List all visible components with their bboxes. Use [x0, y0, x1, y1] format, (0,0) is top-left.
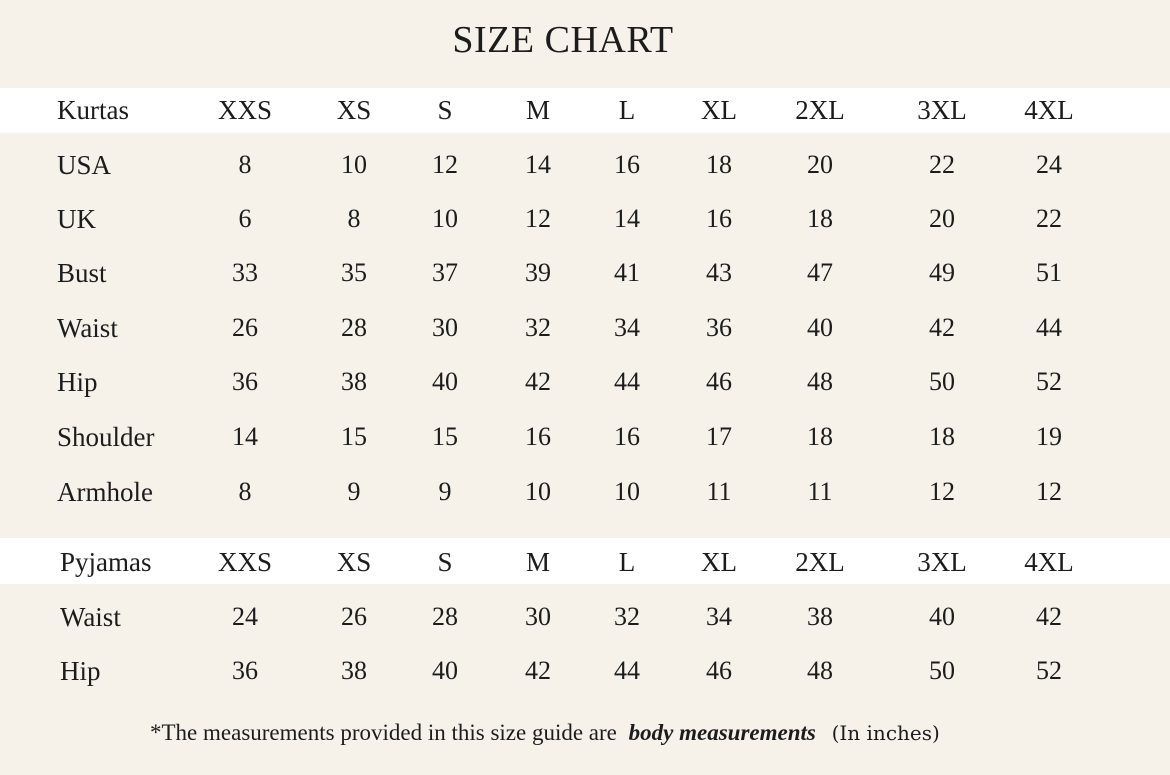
size-header-cell: M — [525, 547, 550, 577]
measurement-cell: 46 — [706, 367, 732, 396]
measurement-cell: 11 — [706, 477, 732, 506]
size-header-cell: 4XL — [1024, 547, 1074, 577]
measurement-cell: 44 — [614, 367, 640, 396]
measurement-cell: 36 — [232, 367, 258, 396]
measurement-cell: 22 — [929, 150, 955, 179]
measurement-cell: 42 — [525, 367, 551, 396]
measurement-cell: 16 — [614, 150, 640, 179]
measurement-cell: 51 — [1036, 258, 1062, 287]
measurement-cell: 10 — [432, 204, 458, 233]
kurtas-header-row — [0, 90, 1170, 130]
measurement-cell: 28 — [432, 602, 458, 631]
size-header-cell: 3XL — [917, 547, 967, 577]
measurement-cell: 28 — [341, 313, 367, 342]
measurement-cell: 14 — [525, 150, 551, 179]
measurement-cell: 10 — [525, 477, 551, 506]
row-label: UK — [57, 204, 96, 234]
measurement-cell: 19 — [1036, 422, 1062, 451]
measurement-cell: 44 — [1036, 313, 1062, 342]
measurement-cell: 38 — [341, 656, 367, 685]
measurement-cell: 16 — [706, 204, 732, 233]
measurement-cell: 52 — [1036, 367, 1062, 396]
measurement-cell: 26 — [341, 602, 367, 631]
size-header-cell: XS — [336, 95, 372, 125]
table-row — [0, 472, 1170, 512]
measurement-cell: 18 — [807, 422, 833, 451]
measurement-cell: 17 — [706, 422, 732, 451]
table-row — [0, 199, 1170, 239]
measurement-cell: 20 — [807, 150, 833, 179]
size-header-cell: 2XL — [795, 547, 845, 577]
measurement-cell: 8 — [238, 150, 252, 179]
measurement-cell: 49 — [929, 258, 955, 287]
row-label: Waist — [57, 313, 118, 343]
measurement-cell: 9 — [438, 477, 452, 506]
footnote-unit: (In inches) — [831, 721, 940, 745]
measurement-cell: 42 — [1036, 602, 1062, 631]
kurtas-section-label: Kurtas — [57, 95, 129, 125]
measurement-cell: 38 — [341, 367, 367, 396]
size-header-cell: XL — [701, 95, 737, 125]
measurement-cell: 6 — [238, 204, 252, 233]
measurement-cell: 18 — [929, 422, 955, 451]
size-header-cell: 3XL — [917, 95, 967, 125]
measurement-cell: 32 — [614, 602, 640, 631]
measurement-cell: 24 — [1036, 150, 1062, 179]
measurement-cell: 10 — [341, 150, 367, 179]
size-header-cell: XS — [336, 547, 372, 577]
size-header-cell: L — [618, 547, 636, 577]
size-header-cell: XXS — [217, 547, 272, 577]
measurement-cell: 39 — [525, 258, 551, 287]
measurement-cell: 37 — [432, 258, 458, 287]
size-header-cell: L — [618, 95, 636, 125]
measurement-cell: 42 — [929, 313, 955, 342]
table-row — [0, 417, 1170, 457]
footnote-emphasis: body measurements — [628, 720, 816, 745]
table-row — [0, 308, 1170, 348]
measurement-cell: 8 — [238, 477, 252, 506]
size-header-cell: S — [437, 547, 453, 577]
row-label: Hip — [60, 656, 101, 686]
page-title: SIZE CHART — [452, 19, 674, 61]
measurement-cell: 40 — [432, 656, 458, 685]
measurement-cell: 9 — [347, 477, 361, 506]
row-label: Armhole — [57, 477, 153, 507]
measurement-cell: 12 — [525, 204, 551, 233]
size-header-cell: XXS — [217, 95, 272, 125]
measurement-cell: 44 — [614, 656, 640, 685]
measurement-cell: 48 — [807, 367, 833, 396]
footnote-text: *The measurements provided in this size guide are — [150, 720, 617, 745]
measurement-cell: 22 — [1036, 204, 1062, 233]
measurement-cell: 30 — [432, 313, 458, 342]
table-row — [0, 597, 1170, 637]
pyjamas-section-label: Pyjamas — [60, 547, 152, 577]
table-row — [0, 145, 1170, 185]
measurement-cell: 42 — [525, 656, 551, 685]
size-header-cell: S — [437, 95, 453, 125]
row-label: USA — [57, 150, 112, 180]
measurement-cell: 32 — [525, 313, 551, 342]
measurement-cell: 43 — [706, 258, 732, 287]
row-label: Bust — [57, 258, 107, 288]
measurement-cell: 50 — [929, 367, 955, 396]
measurement-cell: 12 — [432, 150, 458, 179]
table-row — [0, 362, 1170, 402]
footnote — [150, 716, 940, 750]
measurement-cell: 30 — [525, 602, 551, 631]
measurement-cell: 46 — [706, 656, 732, 685]
measurement-cell: 20 — [929, 204, 955, 233]
measurement-cell: 38 — [807, 602, 833, 631]
row-label: Hip — [57, 367, 98, 397]
size-header-cell: M — [525, 95, 550, 125]
measurement-cell: 33 — [232, 258, 258, 287]
measurement-cell: 50 — [929, 656, 955, 685]
measurement-cell: 34 — [706, 602, 732, 631]
measurement-cell: 12 — [929, 477, 955, 506]
measurement-cell: 15 — [341, 422, 367, 451]
size-header-cell: XL — [701, 547, 737, 577]
measurement-cell: 34 — [614, 313, 640, 342]
measurement-cell: 52 — [1036, 656, 1062, 685]
measurement-cell: 36 — [706, 313, 732, 342]
table-row — [0, 651, 1170, 691]
measurement-cell: 14 — [614, 204, 640, 233]
row-label: Waist — [60, 602, 121, 632]
measurement-cell: 16 — [525, 422, 551, 451]
measurement-cell: 40 — [432, 367, 458, 396]
measurement-cell: 40 — [929, 602, 955, 631]
measurement-cell: 14 — [232, 422, 258, 451]
measurement-cell: 26 — [232, 313, 258, 342]
table-row — [0, 253, 1170, 293]
row-label: Shoulder — [57, 422, 155, 452]
pyjamas-header-row — [0, 542, 1170, 582]
measurement-cell: 10 — [614, 477, 640, 506]
measurement-cell: 41 — [614, 258, 640, 287]
measurement-cell: 48 — [807, 656, 833, 685]
size-header-cell: 2XL — [795, 95, 845, 125]
measurement-cell: 18 — [706, 150, 732, 179]
measurement-cell: 18 — [807, 204, 833, 233]
measurement-cell: 16 — [614, 422, 640, 451]
measurement-cell: 40 — [807, 313, 833, 342]
measurement-cell: 8 — [347, 204, 361, 233]
measurement-cell: 11 — [807, 477, 833, 506]
measurement-cell: 47 — [807, 258, 833, 287]
measurement-cell: 15 — [432, 422, 458, 451]
size-header-cell: 4XL — [1024, 95, 1074, 125]
measurement-cell: 36 — [232, 656, 258, 685]
measurement-cell: 12 — [1036, 477, 1062, 506]
measurement-cell: 35 — [341, 258, 367, 287]
measurement-cell: 24 — [232, 602, 258, 631]
